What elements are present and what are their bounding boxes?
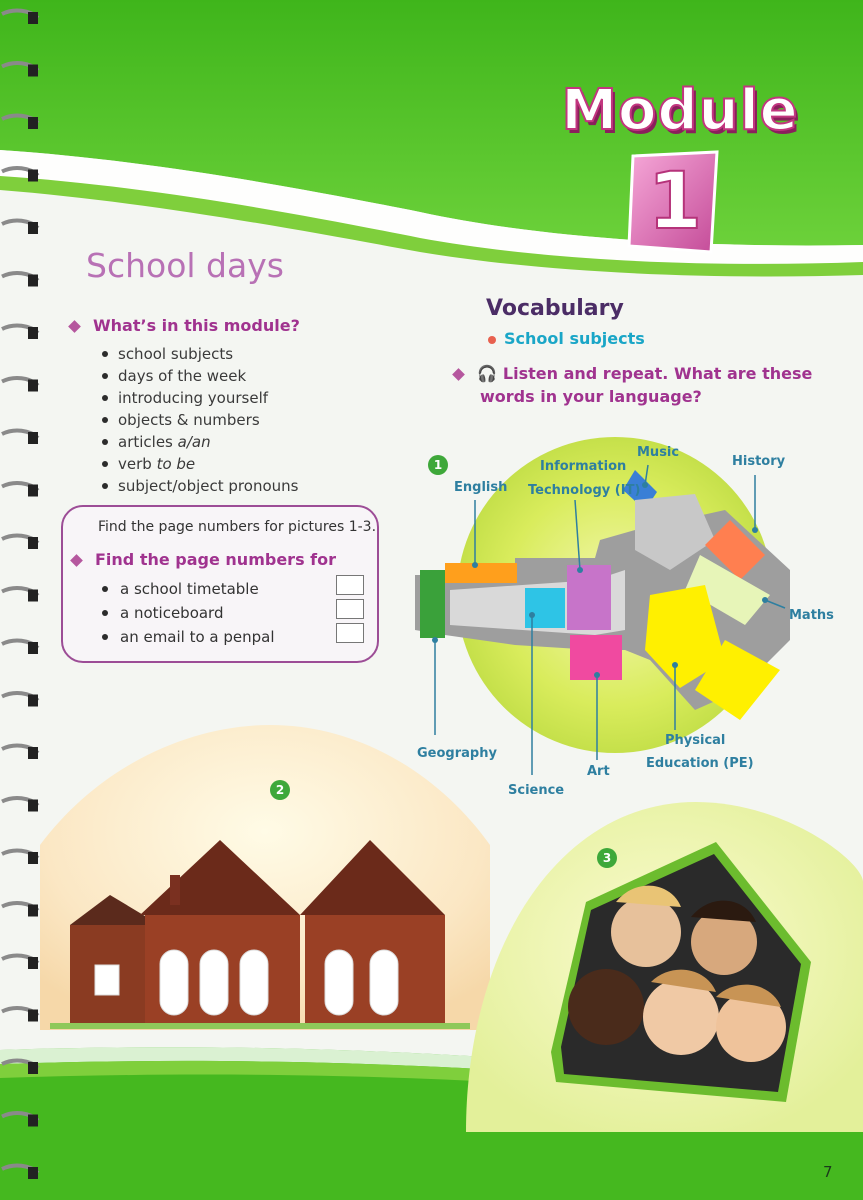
label-history: History xyxy=(732,454,786,469)
spiral-hole xyxy=(28,800,38,812)
list-item xyxy=(100,475,298,497)
topic-text: introducing yourself xyxy=(118,389,269,407)
topic-text: objects & numbers xyxy=(118,411,260,429)
diamond-bullet-icon xyxy=(452,368,465,381)
label-pe-1: Physical xyxy=(665,733,726,748)
spiral-hole xyxy=(28,222,38,234)
instruction-line-1: Listen and repeat. What are these xyxy=(502,364,813,383)
listen-instruction xyxy=(454,362,814,408)
students-picture xyxy=(466,802,863,1132)
room-it xyxy=(567,565,611,630)
topic-text: articles xyxy=(118,433,178,451)
list-item xyxy=(100,409,298,431)
label-geography: Geography xyxy=(417,746,497,761)
answer-box[interactable] xyxy=(336,599,364,619)
room-science xyxy=(525,588,565,628)
list-item: a school timetable xyxy=(102,577,275,601)
label-music: Music xyxy=(637,445,680,460)
label-information-1: Information xyxy=(540,459,627,474)
spiral-hole xyxy=(28,1115,38,1127)
answer-box[interactable] xyxy=(336,575,364,595)
topic-emphasis: a/an xyxy=(177,433,211,451)
find-heading xyxy=(72,550,336,569)
topic-text: days of the week xyxy=(118,367,247,385)
find-heading-text: Find the page numbers for xyxy=(95,550,336,569)
room-geography xyxy=(420,570,445,638)
spiral-hole xyxy=(28,1167,38,1179)
vocabulary-heading: Vocabulary xyxy=(486,296,624,321)
list-item xyxy=(100,387,298,409)
topic-text: verb xyxy=(118,455,157,473)
diamond-bullet-icon xyxy=(68,320,81,333)
spiral-hole xyxy=(28,65,38,77)
label-information-2: Technology (IT) xyxy=(528,483,641,498)
module-number: 1 xyxy=(647,157,703,247)
label-art: Art xyxy=(587,764,610,779)
picture-number-badge: 1 xyxy=(428,455,448,475)
module-topics-list xyxy=(100,343,298,497)
picture-number-badge: 3 xyxy=(597,848,617,868)
find-intro: Find the page numbers for pictures 1-3. xyxy=(98,519,377,535)
spiral-hole xyxy=(28,905,38,917)
label-pe-2: Education (PE) xyxy=(646,756,754,771)
diamond-bullet-icon xyxy=(70,554,83,567)
page-number: 7 xyxy=(823,1163,833,1181)
spiral-hole xyxy=(28,1010,38,1022)
spiral-hole xyxy=(28,275,38,287)
spiral-hole xyxy=(28,642,38,654)
spiral-hole xyxy=(28,695,38,707)
label-science: Science xyxy=(508,783,565,798)
spiral-hole xyxy=(28,1062,38,1074)
spiral-hole xyxy=(28,747,38,759)
list-item xyxy=(100,453,298,475)
headphones-icon[interactable]: 🎧 xyxy=(477,364,497,383)
spiral-hole xyxy=(28,432,38,444)
vocabulary-subheading xyxy=(488,329,645,348)
vocabulary-subheading-text: School subjects xyxy=(504,329,645,348)
label-maths: Maths xyxy=(789,608,834,623)
find-items-list xyxy=(102,577,275,649)
room-english xyxy=(445,563,517,583)
list-item xyxy=(100,431,298,453)
dot-bullet-icon xyxy=(488,336,496,344)
spiral-hole xyxy=(28,852,38,864)
spiral-hole xyxy=(28,485,38,497)
spiral-hole xyxy=(28,380,38,392)
school-building-picture xyxy=(40,725,490,1030)
topic-emphasis: to be xyxy=(156,455,196,473)
spiral-hole xyxy=(28,590,38,602)
list-item: a noticeboard xyxy=(102,601,275,625)
page-title: School days xyxy=(86,246,284,285)
topic-text: school subjects xyxy=(118,345,234,363)
list-item xyxy=(100,343,298,365)
spiral-hole xyxy=(28,170,38,182)
whats-in-heading xyxy=(70,316,300,335)
list-item xyxy=(100,365,298,387)
whats-in-heading-text: What’s in this module? xyxy=(93,316,300,335)
label-english: English xyxy=(454,480,508,495)
list-item: an email to a penpal xyxy=(102,625,275,649)
module-word: Module xyxy=(561,78,799,143)
answer-box[interactable] xyxy=(336,623,364,643)
spiral-hole xyxy=(28,537,38,549)
spiral-hole xyxy=(28,957,38,969)
spiral-hole xyxy=(28,117,38,129)
picture-number-badge: 2 xyxy=(270,780,290,800)
topic-text: subject/object pronouns xyxy=(118,477,299,495)
instruction-line-2: words in your language? xyxy=(480,387,702,406)
spiral-hole xyxy=(28,12,38,24)
spiral-hole xyxy=(28,327,38,339)
